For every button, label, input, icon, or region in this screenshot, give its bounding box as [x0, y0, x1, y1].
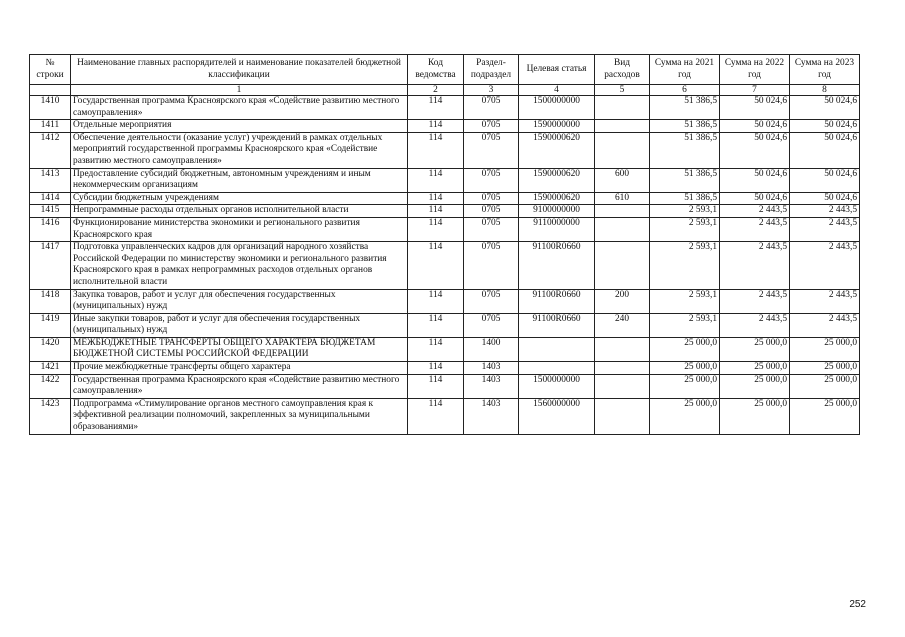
table-row [30, 96, 860, 120]
row-number-cell: 1414 [30, 192, 71, 205]
section-cell: 1403 [464, 374, 519, 398]
sum-2022-cell: 25 000,0 [720, 398, 790, 434]
sum-2021-cell: 2 593,1 [650, 205, 720, 218]
department-code-cell: 114 [408, 289, 464, 313]
sum-2022-cell: 50 024,6 [720, 168, 790, 192]
column-number: 6 [650, 85, 720, 96]
expense-type-cell [595, 217, 650, 241]
department-code-cell: 114 [408, 398, 464, 434]
name-cell: Иные закупки товаров, работ и услуг для обеспечения государственных (муниципальных) нужд [71, 313, 408, 337]
name-cell: Функционирование министерства экономики и регионального развития Красноярского края [71, 217, 408, 241]
section-cell: 1400 [464, 337, 519, 361]
row-number-cell: 1415 [30, 205, 71, 218]
sum-2021-cell: 51 386,5 [650, 192, 720, 205]
expense-type-cell: 240 [595, 313, 650, 337]
expense-type-cell [595, 398, 650, 434]
table-body [30, 96, 860, 435]
sum-2023-cell: 25 000,0 [790, 362, 860, 375]
sum-2022-cell: 25 000,0 [720, 337, 790, 361]
column-number: 2 [408, 85, 464, 96]
sum-2021-cell: 25 000,0 [650, 374, 720, 398]
expense-type-cell: 610 [595, 192, 650, 205]
name-cell: Государственная программа Красноярского края «Содействие развитию местного самоуправления» [71, 374, 408, 398]
name-cell: Подпрограмма «Стимулирование органов местного самоуправления края к эффективной реализации полномочий, закрепленных за муниципальными образованиями» [71, 398, 408, 434]
department-code-cell: 114 [408, 168, 464, 192]
section-cell: 0705 [464, 120, 519, 133]
expense-type-cell [595, 96, 650, 120]
sum-2023-cell: 2 443,5 [790, 242, 860, 289]
name-cell: Прочие межбюджетные трансферты общего характера [71, 362, 408, 375]
name-cell: Обеспечение деятельности (оказание услуг) учреждений в рамках отдельных мероприятий государственной программы Красноярского края «Содействие развитию местного самоуправления» [71, 132, 408, 168]
row-number-cell: 1412 [30, 132, 71, 168]
department-code-cell: 114 [408, 374, 464, 398]
name-cell: Предоставление субсидий бюджетным, автономным учреждениям и иным некоммерческим организациям [71, 168, 408, 192]
name-cell: Государственная программа Красноярского края «Содействие развитию местного самоуправления» [71, 96, 408, 120]
table-row [30, 313, 860, 337]
sum-2022-cell: 25 000,0 [720, 374, 790, 398]
header-target-article: Целевая статья [519, 55, 595, 85]
name-cell: Отдельные мероприятия [71, 120, 408, 133]
page-number: 252 [849, 599, 866, 610]
sum-2021-cell: 2 593,1 [650, 289, 720, 313]
row-number-cell: 1416 [30, 217, 71, 241]
table-row [30, 398, 860, 434]
header-row [30, 55, 860, 85]
target-article-cell: 1560000000 [519, 398, 595, 434]
table-row [30, 205, 860, 218]
column-number [30, 85, 71, 96]
sum-2021-cell: 2 593,1 [650, 242, 720, 289]
sum-2023-cell: 50 024,6 [790, 192, 860, 205]
sum-2021-cell: 2 593,1 [650, 313, 720, 337]
sum-2022-cell: 2 443,5 [720, 242, 790, 289]
row-number-cell: 1411 [30, 120, 71, 133]
expense-type-cell [595, 132, 650, 168]
sum-2021-cell: 51 386,5 [650, 168, 720, 192]
department-code-cell: 114 [408, 362, 464, 375]
table-row [30, 132, 860, 168]
sum-2022-cell: 50 024,6 [720, 192, 790, 205]
name-cell: Закупка товаров, работ и услуг для обеспечения государственных (муниципальных) нужд [71, 289, 408, 313]
department-code-cell: 114 [408, 192, 464, 205]
column-number-row [30, 85, 860, 96]
header-section: Раздел-подраздел [464, 55, 519, 85]
header-sum-2023: Сумма на 2023 год [790, 55, 860, 85]
section-cell: 0705 [464, 242, 519, 289]
sum-2021-cell: 2 593,1 [650, 217, 720, 241]
department-code-cell: 114 [408, 96, 464, 120]
section-cell: 0705 [464, 313, 519, 337]
sum-2023-cell: 50 024,6 [790, 132, 860, 168]
column-number: 1 [71, 85, 408, 96]
header-department-code: Код ведомства [408, 55, 464, 85]
sum-2021-cell: 25 000,0 [650, 337, 720, 361]
column-number: 7 [720, 85, 790, 96]
expense-type-cell [595, 362, 650, 375]
header-sum-2022: Сумма на 2022 год [720, 55, 790, 85]
section-cell: 0705 [464, 205, 519, 218]
column-number: 8 [790, 85, 860, 96]
section-cell: 0705 [464, 289, 519, 313]
sum-2023-cell: 50 024,6 [790, 96, 860, 120]
section-cell: 1403 [464, 362, 519, 375]
name-cell: Непрограммные расходы отдельных органов исполнительной власти [71, 205, 408, 218]
row-number-cell: 1413 [30, 168, 71, 192]
column-number: 3 [464, 85, 519, 96]
section-cell: 0705 [464, 168, 519, 192]
sum-2022-cell: 2 443,5 [720, 217, 790, 241]
target-article-cell: 91100R0660 [519, 313, 595, 337]
department-code-cell: 114 [408, 132, 464, 168]
expense-type-cell [595, 242, 650, 289]
sum-2022-cell: 2 443,5 [720, 313, 790, 337]
target-article-cell: 91100R0660 [519, 289, 595, 313]
budget-table [29, 54, 860, 435]
target-article-cell: 1590000000 [519, 120, 595, 133]
sum-2022-cell: 50 024,6 [720, 132, 790, 168]
section-cell: 1403 [464, 398, 519, 434]
expense-type-cell [595, 337, 650, 361]
target-article-cell: 1500000000 [519, 374, 595, 398]
row-number-cell: 1421 [30, 362, 71, 375]
department-code-cell: 114 [408, 205, 464, 218]
header-sum-2021: Сумма на 2021 год [650, 55, 720, 85]
section-cell: 0705 [464, 192, 519, 205]
row-number-cell: 1418 [30, 289, 71, 313]
column-number: 4 [519, 85, 595, 96]
sum-2023-cell: 2 443,5 [790, 313, 860, 337]
target-article-cell: 1500000000 [519, 96, 595, 120]
sum-2021-cell: 51 386,5 [650, 120, 720, 133]
table-row [30, 362, 860, 375]
sum-2021-cell: 51 386,5 [650, 96, 720, 120]
sum-2022-cell: 2 443,5 [720, 289, 790, 313]
section-cell: 0705 [464, 132, 519, 168]
sum-2023-cell: 2 443,5 [790, 205, 860, 218]
expense-type-cell [595, 120, 650, 133]
expense-type-cell [595, 374, 650, 398]
header-expense-type: Вид расходов [595, 55, 650, 85]
sum-2021-cell: 51 386,5 [650, 132, 720, 168]
department-code-cell: 114 [408, 120, 464, 133]
table-row [30, 192, 860, 205]
sum-2022-cell: 2 443,5 [720, 205, 790, 218]
sum-2023-cell: 25 000,0 [790, 337, 860, 361]
target-article-cell: 1590000620 [519, 168, 595, 192]
name-cell: МЕЖБЮДЖЕТНЫЕ ТРАНСФЕРТЫ ОБЩЕГО ХАРАКТЕРА БЮДЖЕТАМ БЮДЖЕТНОЙ СИСТЕМЫ РОССИЙСКОЙ ФЕДЕРАЦИИ [71, 337, 408, 361]
row-number-cell: 1417 [30, 242, 71, 289]
header-row-number: № строки [30, 55, 71, 85]
expense-type-cell: 600 [595, 168, 650, 192]
sum-2023-cell: 25 000,0 [790, 398, 860, 434]
sum-2021-cell: 25 000,0 [650, 362, 720, 375]
table-row [30, 120, 860, 133]
table-row [30, 242, 860, 289]
target-article-cell: 9110000000 [519, 217, 595, 241]
column-number: 5 [595, 85, 650, 96]
sum-2023-cell: 50 024,6 [790, 168, 860, 192]
sum-2022-cell: 25 000,0 [720, 362, 790, 375]
table-row [30, 337, 860, 361]
table-row [30, 168, 860, 192]
department-code-cell: 114 [408, 242, 464, 289]
section-cell: 0705 [464, 96, 519, 120]
table-row [30, 374, 860, 398]
name-cell: Подготовка управленческих кадров для организаций народного хозяйства Российской Федерации по министерству экономики и регионального развития Красноярского края в рамках непрограммных расходов отдельных органов исполнительной власти [71, 242, 408, 289]
sum-2023-cell: 2 443,5 [790, 217, 860, 241]
department-code-cell: 114 [408, 337, 464, 361]
target-article-cell [519, 362, 595, 375]
department-code-cell: 114 [408, 217, 464, 241]
sum-2023-cell: 25 000,0 [790, 374, 860, 398]
sum-2023-cell: 50 024,6 [790, 120, 860, 133]
target-article-cell: 9100000000 [519, 205, 595, 218]
row-number-cell: 1420 [30, 337, 71, 361]
row-number-cell: 1410 [30, 96, 71, 120]
header-name: Наименование главных распорядителей и наименование показателей бюджетной классификации [71, 55, 408, 85]
section-cell: 0705 [464, 217, 519, 241]
sum-2022-cell: 50 024,6 [720, 120, 790, 133]
target-article-cell: 91100R0660 [519, 242, 595, 289]
target-article-cell: 1590000620 [519, 132, 595, 168]
sum-2022-cell: 50 024,6 [720, 96, 790, 120]
target-article-cell [519, 337, 595, 361]
row-number-cell: 1419 [30, 313, 71, 337]
row-number-cell: 1422 [30, 374, 71, 398]
target-article-cell: 1590000620 [519, 192, 595, 205]
expense-type-cell [595, 205, 650, 218]
sum-2023-cell: 2 443,5 [790, 289, 860, 313]
expense-type-cell: 200 [595, 289, 650, 313]
row-number-cell: 1423 [30, 398, 71, 434]
department-code-cell: 114 [408, 313, 464, 337]
name-cell: Субсидии бюджетным учреждениям [71, 192, 408, 205]
table-row [30, 217, 860, 241]
sum-2021-cell: 25 000,0 [650, 398, 720, 434]
table-row [30, 289, 860, 313]
